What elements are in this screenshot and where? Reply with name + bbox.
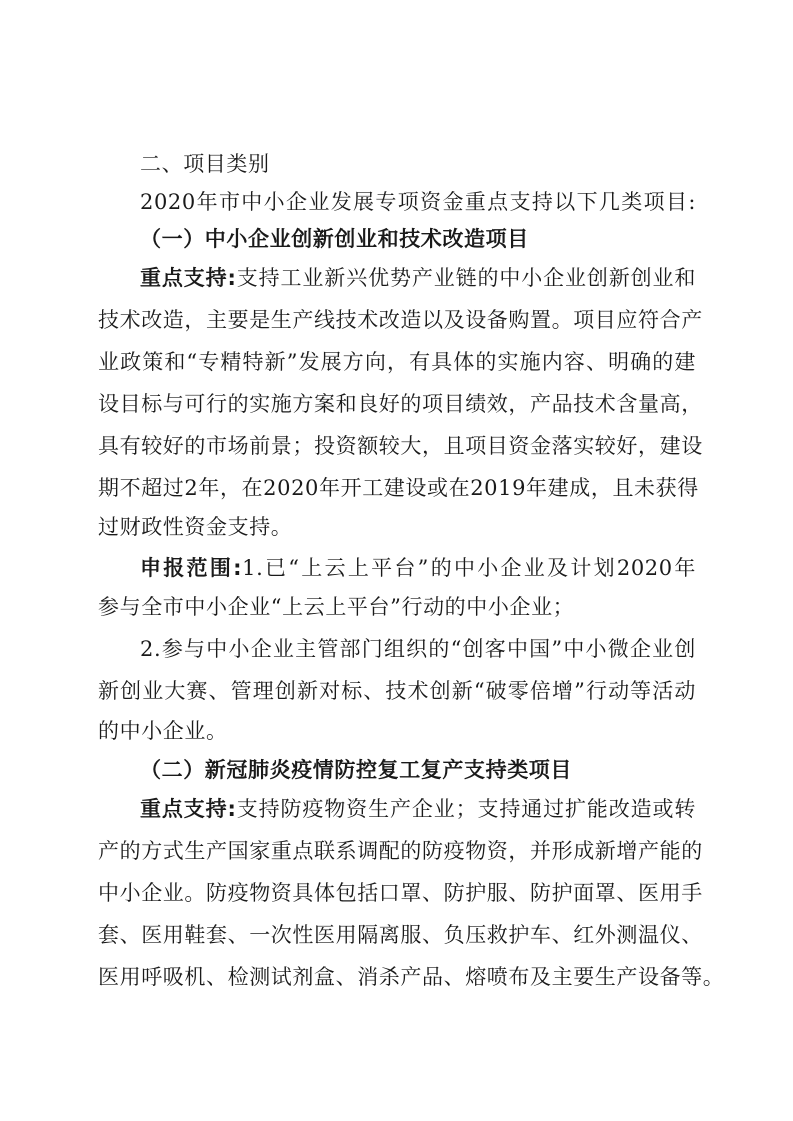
category1-scope-line-2: 参与全市中小企业“上云上平台”行动的中小企业；	[98, 595, 575, 619]
category1-focus-line-2: 技术改造，主要是生产线技术改造以及设备购置。项目应符合产	[98, 308, 703, 332]
category1-focus-label: 重点支持:	[140, 266, 237, 290]
category1-focus-line-5: 具有较好的市场前景；投资额较大，且项目资金落实较好，建设	[98, 434, 703, 458]
category1-item2-line-2: 新创业大赛、管理创新对标、技术创新“破零倍增”行动等活动	[98, 679, 696, 703]
category1-focus-text-1: 支持工业新兴优势产业链的中小企业创新创业和	[236, 266, 696, 290]
category1-focus-line-4: 设目标与可行的实施方案和良好的项目绩效，产品技术含量高，	[98, 392, 703, 416]
intro-paragraph: 2020年市中小企业发展专项资金重点支持以下几类项目:	[140, 190, 696, 214]
category2-focus-line-5: 医用呼吸机、检测试剂盒、消杀产品、熔喷布及主要生产设备等。	[98, 965, 725, 989]
category1-title: （一）中小企业创新创业和技术改造项目	[140, 227, 529, 251]
category1-scope-label: 申报范围:	[140, 556, 243, 580]
category2-focus-text-1: 支持防疫物资生产企业；支持通过扩能改造或转	[236, 797, 696, 821]
category1-focus-line-1	[140, 263, 696, 293]
category2-focus-line-1	[140, 794, 696, 824]
category1-focus-line-6: 期不超过2年，在2020年开工建设或在2019年建成，且未获得	[98, 476, 699, 500]
section-heading: 二、项目类别	[140, 152, 270, 176]
category1-scope-line-1	[140, 553, 696, 583]
category2-focus-line-2: 产的方式生产国家重点联系调配的防疫物资，并形成新增产能的	[98, 839, 703, 863]
category2-title: （二）新冠肺炎疫情防控复工复产支持类项目	[140, 758, 572, 782]
category1-focus-line-7: 过财政性资金支持。	[98, 515, 293, 539]
category2-focus-label: 重点支持:	[140, 797, 237, 821]
category1-focus-line-3: 业政策和“专精特新”发展方向，有具体的实施内容、明确的建	[98, 350, 696, 374]
category1-scope-text-1: 1.已“上云上平台”的中小企业及计划2020年	[242, 556, 697, 580]
category2-focus-line-3: 中小企业。防疫物资具体包括口罩、防护服、防护面罩、医用手	[98, 881, 703, 905]
category1-item2-line-1: 2.参与中小企业主管部门组织的“创客中国”中小微企业创	[140, 637, 696, 661]
category2-focus-line-4: 套、医用鞋套、一次性医用隔离服、负压救护车、红外测温仪、	[98, 923, 703, 947]
category1-item2-line-3: 的中小企业。	[98, 719, 228, 743]
